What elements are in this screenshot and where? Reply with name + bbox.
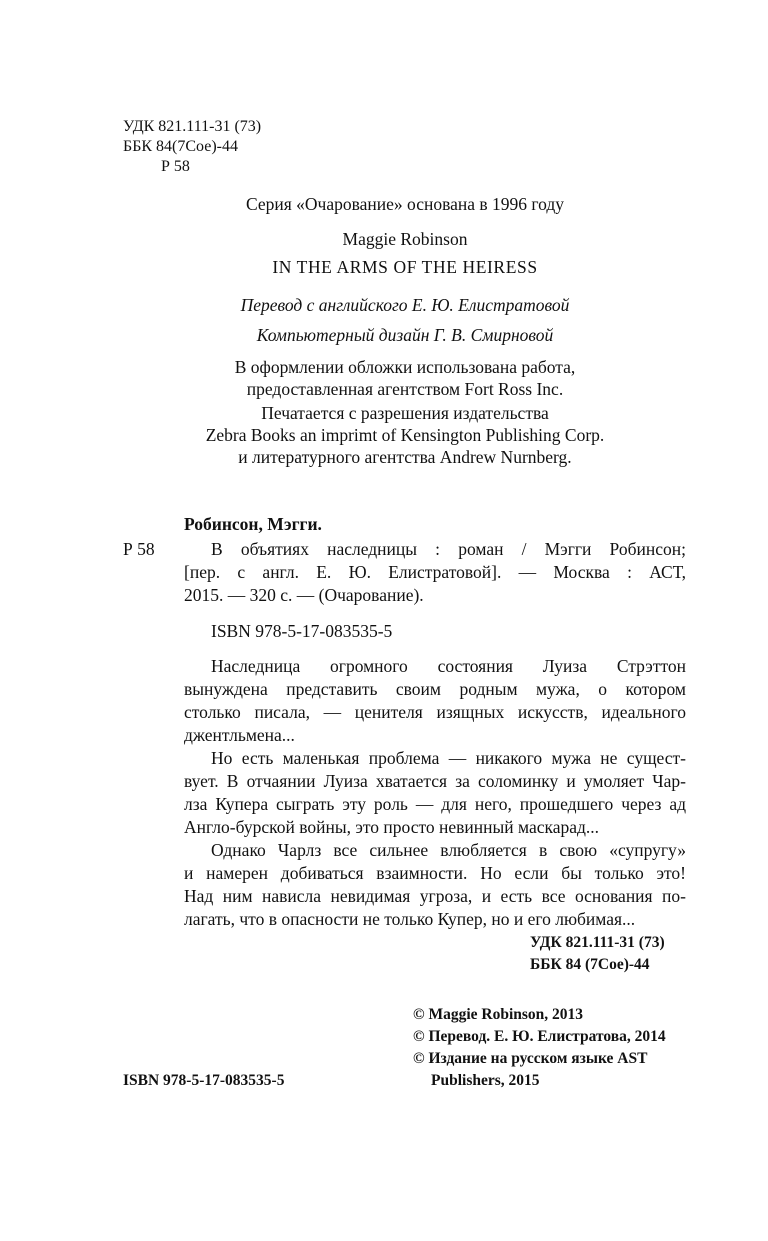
classification-block [123, 117, 261, 177]
bib-description [184, 538, 686, 607]
annotation-paragraph [184, 655, 686, 747]
annotation-paragraph [184, 839, 686, 931]
cover-note-line: предоставленная агентством Fort Ross Inc. [246, 379, 564, 399]
udk-code-repeat: УДК 821.111-31 (73) [530, 934, 665, 951]
annotation-line: Англо-бурской войны, это просто невинный маскарад... [184, 817, 600, 837]
annotation-line: и намерен добиваться взаимности. Но если бы только это! [184, 863, 686, 883]
udk-code: УДК 821.111-31 (73) [123, 118, 262, 135]
cover-note [0, 356, 768, 400]
annotation-line: джентльмена... [184, 725, 295, 745]
copyright-line: Publishers, 2015 [431, 1072, 540, 1089]
bib-mark: Р 58 [123, 539, 155, 559]
copyright-block [413, 1004, 666, 1092]
annotation-line: вынуждена представить своим родным мужа, о котором [184, 679, 686, 699]
annotation-paragraph [184, 747, 686, 839]
design-credit: Компьютерный дизайн Г. В. Смирновой [256, 325, 554, 345]
series-line: Серия «Очарование» основана в 1996 году [245, 194, 565, 214]
copyright-line: © Перевод. Е. Ю. Елистратова, 2014 [413, 1028, 666, 1045]
annotation-line: Над ним нависла невидимая угроза, и есть все основания по- [184, 886, 686, 906]
permission-note [0, 402, 768, 468]
bbk-code: ББК 84(7Сое)-44 [123, 138, 238, 155]
permission-note-line: Zebra Books an imprimt of Kensington Publishing Corp. [205, 425, 605, 445]
annotation-line: Наследница огромного состояния Луиза Стрэттон [211, 656, 686, 676]
translation-credit: Перевод с английского Е. Ю. Елистратовой [240, 295, 570, 315]
bib-isbn: ISBN 978-5-17-083535-5 [211, 621, 393, 641]
permission-note-line: и литературного агентства Andrew Nurnberg. [238, 447, 572, 467]
original-author: Maggie Robinson [342, 229, 468, 249]
author-mark: Р 58 [161, 158, 190, 175]
bbk-code-repeat: ББК 84 (7Сое)-44 [530, 956, 650, 973]
bib-line: 2015. — 320 с. — (Очарование). [184, 585, 424, 605]
copyright-line: © Maggie Robinson, 2013 [413, 1006, 584, 1023]
copyright-line: © Издание на русском языке AST [413, 1050, 648, 1067]
cover-note-line: В оформлении обложки использована работа, [234, 357, 576, 377]
annotation-line: Но есть маленькая проблема — никакого мужа не сущест- [211, 748, 686, 768]
annotation-line: лза Купера сыграть эту роль — для него, прошедшего через ад [184, 794, 686, 814]
permission-note-line: Печатается с разрешения издательства [261, 403, 549, 423]
footer-isbn: ISBN 978-5-17-083535-5 [123, 1072, 285, 1089]
classification-repeat [530, 932, 665, 976]
annotation-line: Однако Чарлз все сильнее влюбляется в свою «супругу» [211, 840, 686, 860]
annotation-line: столько писала, — ценителя изящных искусств, идеального [184, 702, 686, 722]
bib-line: [пер. с англ. Е. Ю. Елистратовой]. — Москва : АСТ, [184, 562, 686, 582]
annotation-line: вует. В отчаянии Луиза хватается за соломинку и умоляет Чар- [184, 771, 686, 791]
bib-line: В объятиях наследницы : роман / Мэгги Робинсон; [211, 539, 686, 559]
original-title: IN THE ARMS OF THE HEIRESS [272, 257, 538, 277]
bib-heading: Робинсон, Мэгги. [184, 514, 322, 534]
annotation-line: лагать, что в опасности не только Купер, но и его любимая... [184, 909, 636, 929]
